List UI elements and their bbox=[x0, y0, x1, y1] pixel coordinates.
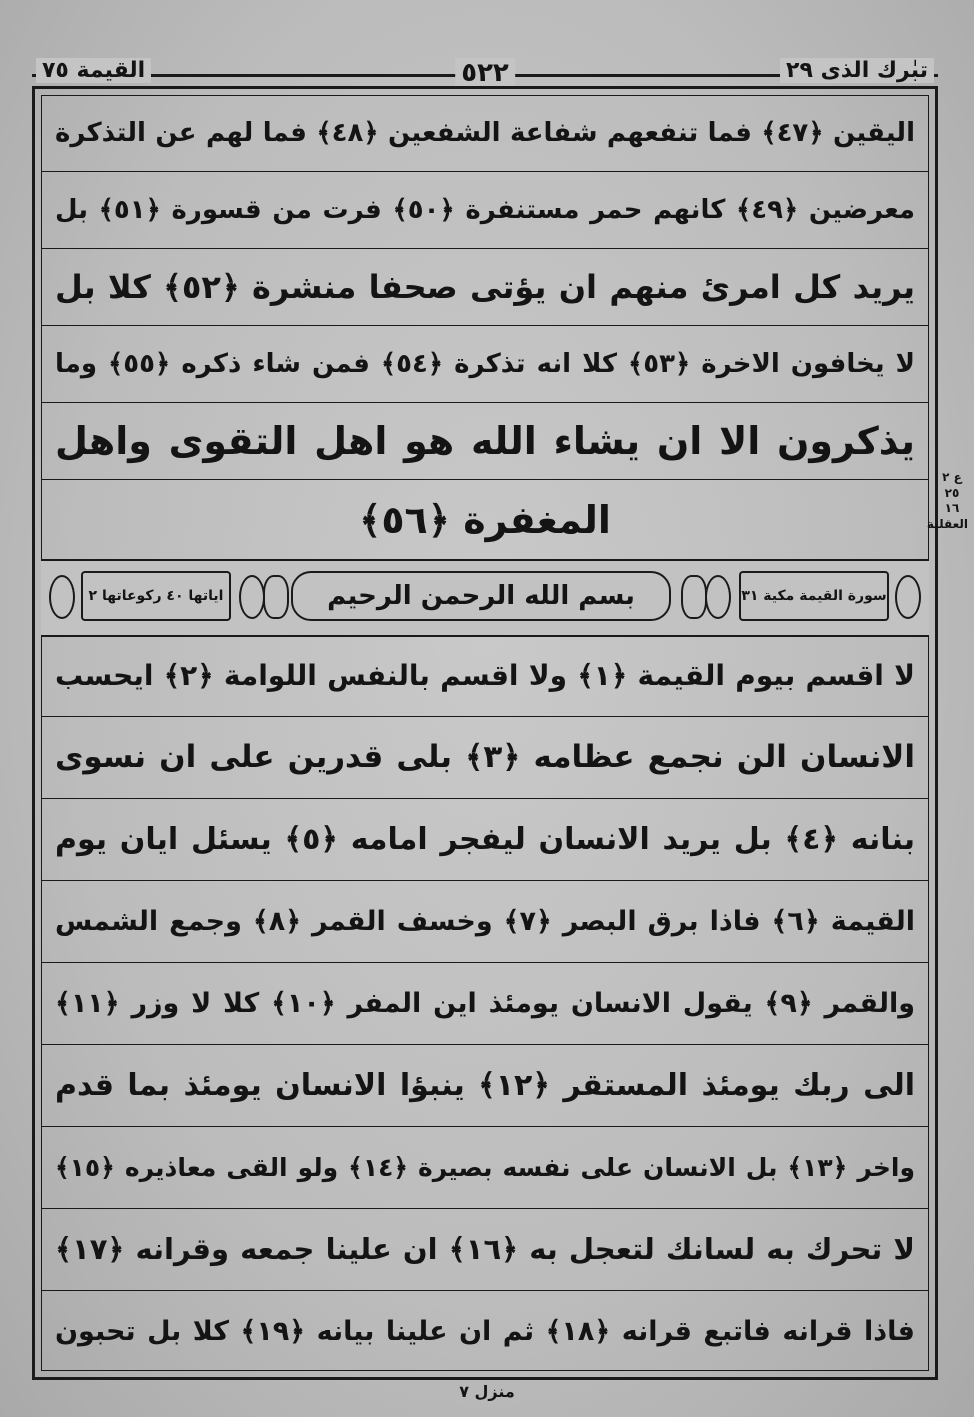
text-line: بنانه ﴿٤﴾ بل یرید الانسان لیفجر امامه ﴿٥﴾ یسئل ایان یوم bbox=[41, 799, 929, 881]
ruku-marker: ع ٢ ٢٥ ١٦ العقلیة bbox=[926, 470, 968, 531]
text-line: الیقین ﴿٤٧﴾ فما تنفعھم شفاعة الشفعین ﴿٤٨﴾ فما لھم عن التذکرة bbox=[41, 95, 929, 172]
text-line: القیمة ﴿٦﴾ فاذا برق البصر ﴿٧﴾ وخسف القمر ﴿٨﴾ وجمع الشمس bbox=[41, 881, 929, 963]
ornament-icon bbox=[239, 575, 265, 619]
ornament-icon bbox=[49, 575, 75, 619]
text-line: معرضین ﴿٤٩﴾ کانھم حمر مستنفرة ﴿٥٠﴾ فرت من قسورة ﴿٥١﴾ بل bbox=[41, 172, 929, 249]
text-line: یرید کل امرئ منھم ان یؤتی صحفا منشرة ﴿٥٢﴾ کلا بل bbox=[41, 249, 929, 326]
juz-label: تبٰرك الذی ٢٩ bbox=[780, 58, 934, 83]
ornament-icon bbox=[263, 575, 289, 619]
surah-info-box: سورة القیمة مکیة ٣١ bbox=[739, 571, 889, 621]
ornament-icon bbox=[895, 575, 921, 619]
surah-banner bbox=[41, 559, 929, 637]
text-line: لا اقسم بیوم القیمة ﴿١﴾ ولا اقسم بالنفس اللوامة ﴿٢﴾ ایحسب bbox=[41, 635, 929, 717]
page-number: ٥٢٢ bbox=[455, 58, 515, 88]
text-line: الانسان الن نجمع عظامه ﴿٣﴾ بلی قدرین علی ان نسوی bbox=[41, 717, 929, 799]
text-line: والقمر ﴿٩﴾ یقول الانسان یومئذ این المفر ﴿١٠﴾ کلا لا وزر ﴿١١﴾ bbox=[41, 963, 929, 1045]
text-line: فاذا قرانه فاتبع قرانه ﴿١٨﴾ ثم ان علینا بیانه ﴿١٩﴾ کلا بل تحبون bbox=[55, 1315, 915, 1347]
bismillah: بسم الله الرحمن الرحیم bbox=[291, 571, 671, 621]
text-line: الی ربك یومئذ المستقر ﴿١٢﴾ ینبؤا الانسان یومئذ بما قدم bbox=[41, 1045, 929, 1127]
ornament-icon bbox=[705, 575, 731, 619]
text-line: لا تحرك به لسانك لتعجل به ﴿١٦﴾ ان علینا جمعه وقرانه ﴿١٧﴾ bbox=[41, 1209, 929, 1291]
ornament-icon bbox=[681, 575, 707, 619]
text-line: واخر ﴿١٣﴾ بل الانسان علی نفسه بصیرة ﴿١٤﴾ ولو القی معاذیره ﴿١٥﴾ bbox=[41, 1127, 929, 1209]
surah-label: القیمة ٧٥ bbox=[36, 58, 151, 83]
text-line: المغفرة ﴿٥٦﴾ bbox=[359, 497, 611, 542]
manzil-label: منزل ٧ bbox=[459, 1382, 515, 1401]
text-frame bbox=[32, 86, 938, 1380]
ayat-count-box: ایاتھا ٤٠ رکوعاتھا ٢ bbox=[81, 571, 231, 621]
page-header bbox=[32, 58, 938, 88]
text-line: یذکرون الا ان یشاء الله ھو اھل التقوی واھل bbox=[41, 403, 929, 480]
text-line: لا یخافون الاخرة ﴿٥٣﴾ کلا انه تذکرة ﴿٥٤﴾ فمن شاء ذکره ﴿٥٥﴾ وما bbox=[41, 326, 929, 403]
